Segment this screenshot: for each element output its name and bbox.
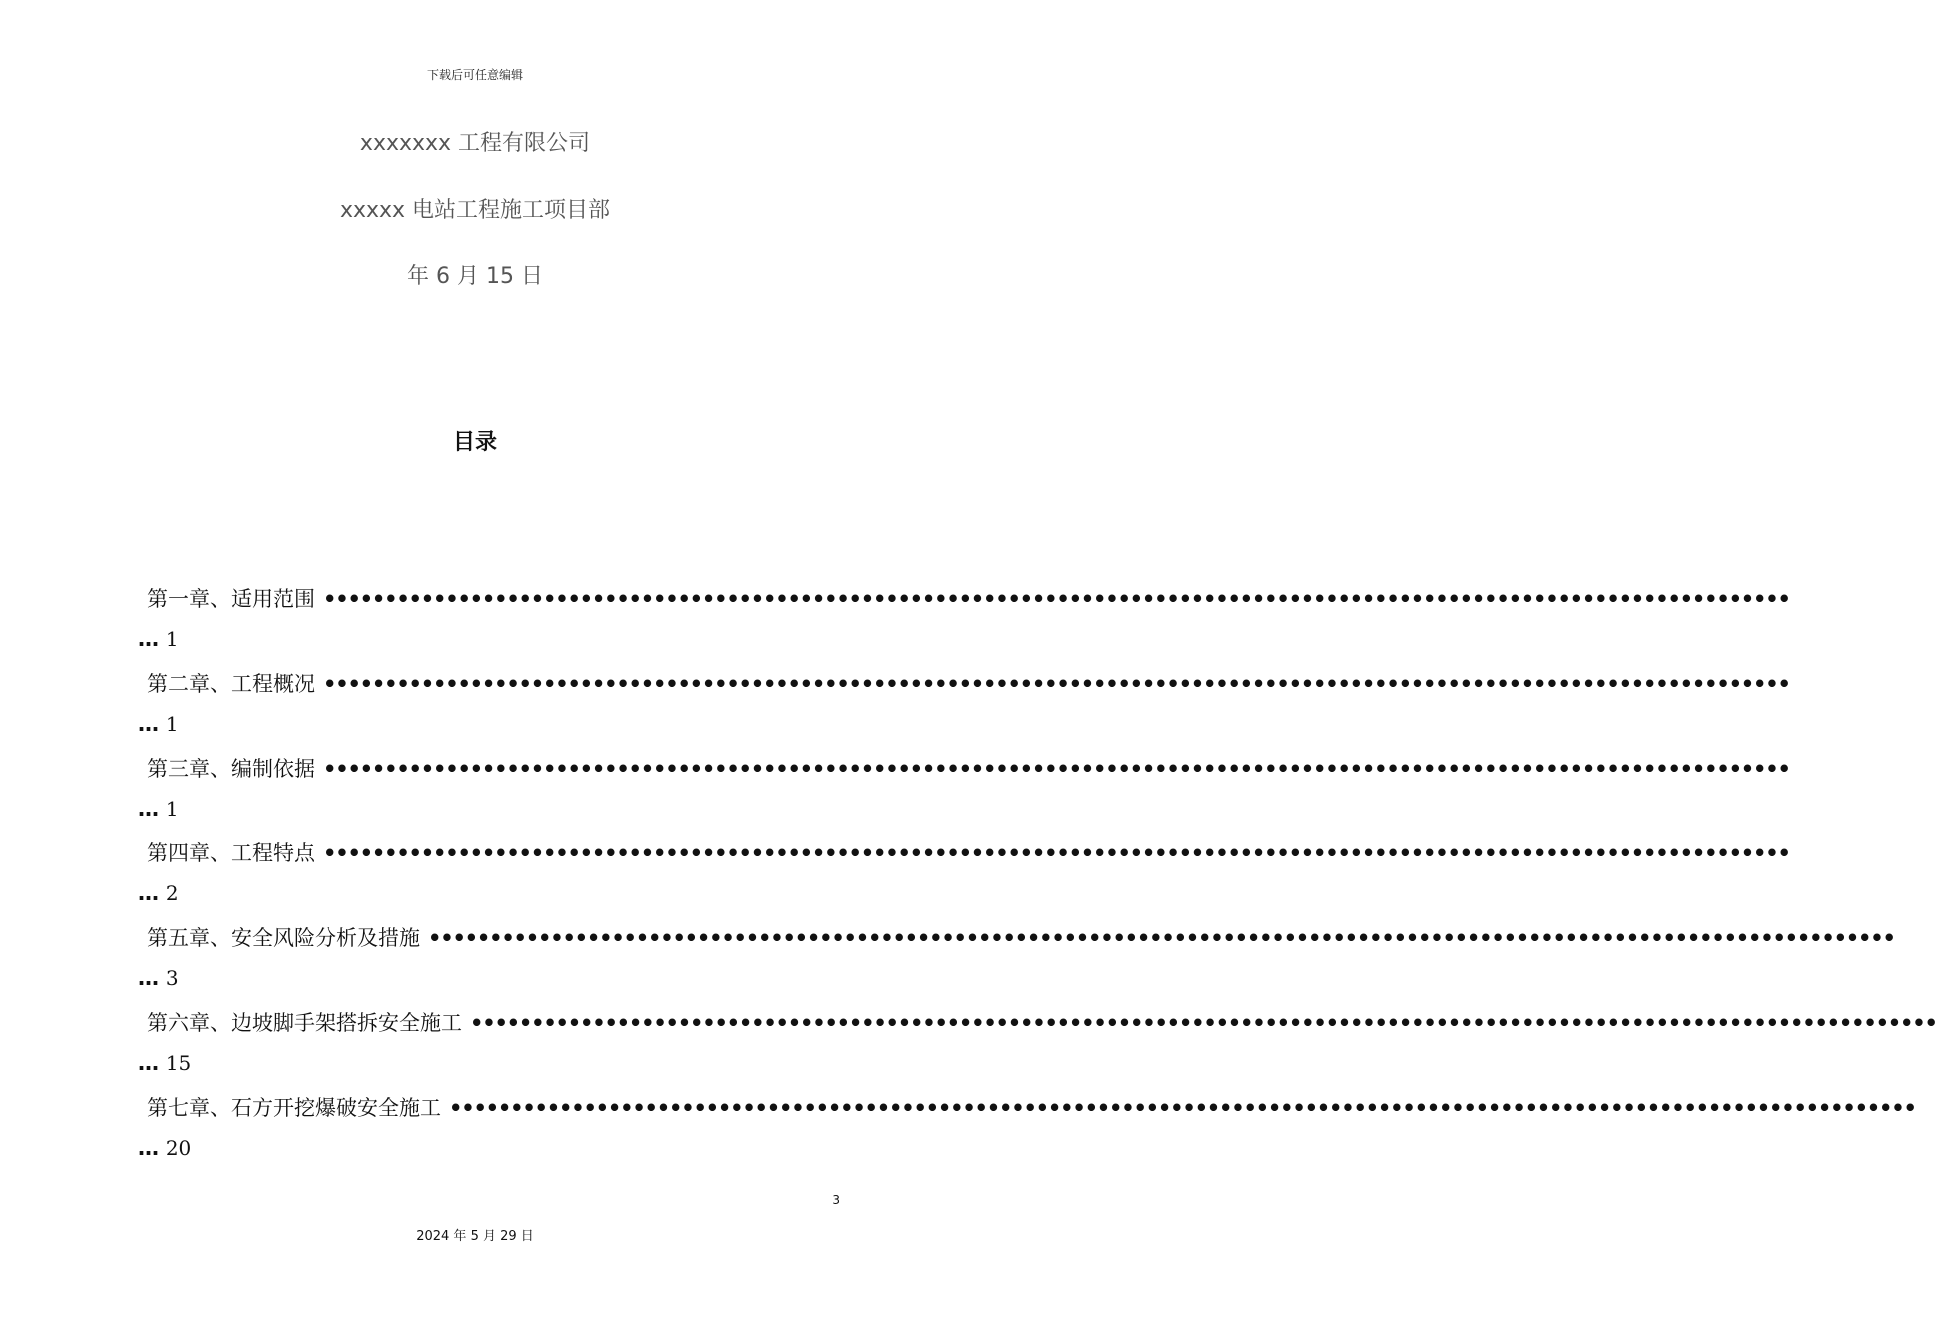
toc-entry-label: 第四章、工程特点 <box>147 841 315 865</box>
toc-dot-leader: •••••••••••••••••••••••••••••••••••••••••••••••••••••••••••••••••••••••••••••••••••••••••••••••••••••••••••••••••••••••• <box>323 587 1790 611</box>
toc-entry-5[interactable] <box>138 924 1895 992</box>
footer-date: 2024 年 5 月 29 日 <box>416 1229 534 1244</box>
page-number: 3 <box>832 1193 840 1207</box>
toc-entry-2[interactable] <box>138 670 1790 738</box>
header-note: 下载后可任意编辑 <box>426 68 523 82</box>
project-department: xxxxx 电站工程施工项目部 <box>339 198 611 223</box>
toc-entry-1[interactable] <box>138 585 1790 653</box>
toc-leader-continuation: … <box>138 966 158 990</box>
toc-entry-3[interactable] <box>138 755 1790 823</box>
toc-leader-continuation: … <box>138 881 158 905</box>
company-name: xxxxxxx 工程有限公司 <box>359 131 591 156</box>
toc-entry-label: 第五章、安全风险分析及措施 <box>147 926 420 950</box>
toc-leader-continuation: … <box>138 712 158 736</box>
document-date: 年 6 月 15 日 <box>407 264 543 289</box>
toc-page-number: 3 <box>165 966 179 990</box>
toc-title: 目录 <box>452 430 497 455</box>
toc-leader-continuation: … <box>138 1051 158 1075</box>
toc-entry-label: 第六章、边坡脚手架搭拆安全施工 <box>147 1011 462 1035</box>
toc-dot-leader: •••••••••••••••••••••••••••••••••••••••••••••••••••••••••••••••••••••••••••••••••••••••••••••••••••••••••••••••••••••••• <box>428 926 1895 950</box>
toc-leader-continuation: … <box>138 1136 158 1160</box>
toc-dot-leader: •••••••••••••••••••••••••••••••••••••••••••••••••••••••••••••••••••••••••••••••••••••••••••••••••••••••••••••••••••••••• <box>323 841 1790 865</box>
toc-entry-label: 第一章、适用范围 <box>147 587 315 611</box>
toc-entry-label: 第二章、工程概况 <box>147 672 315 696</box>
toc-dot-leader: •••••••••••••••••••••••••••••••••••••••••••••••••••••••••••••••••••••••••••••••••••••••••••••••••••••••••••••••••••••••• <box>449 1096 1916 1120</box>
toc-entry-label: 第七章、石方开挖爆破安全施工 <box>147 1096 441 1120</box>
toc-entry-6[interactable] <box>138 1009 1937 1077</box>
toc-page-number: 1 <box>165 712 179 736</box>
toc-entry-4[interactable] <box>138 839 1790 907</box>
toc-page-number: 1 <box>165 797 179 821</box>
toc-leader-continuation: … <box>138 627 158 651</box>
toc-page-number: 15 <box>165 1051 192 1075</box>
toc-entry-7[interactable] <box>138 1094 1916 1162</box>
toc-page-number: 2 <box>165 881 179 905</box>
toc-dot-leader: •••••••••••••••••••••••••••••••••••••••••••••••••••••••••••••••••••••••••••••••••••••••••••••••••••••••••••••••••••••••• <box>470 1011 1937 1035</box>
toc-page-number: 1 <box>165 627 179 651</box>
toc-dot-leader: •••••••••••••••••••••••••••••••••••••••••••••••••••••••••••••••••••••••••••••••••••••••••••••••••••••••••••••••••••••••• <box>323 757 1790 781</box>
toc-dot-leader: •••••••••••••••••••••••••••••••••••••••••••••••••••••••••••••••••••••••••••••••••••••••••••••••••••••••••••••••••••••••• <box>323 672 1790 696</box>
toc-page-number: 20 <box>165 1136 192 1160</box>
toc-leader-continuation: … <box>138 797 158 821</box>
toc-entry-label: 第三章、编制依据 <box>147 757 315 781</box>
